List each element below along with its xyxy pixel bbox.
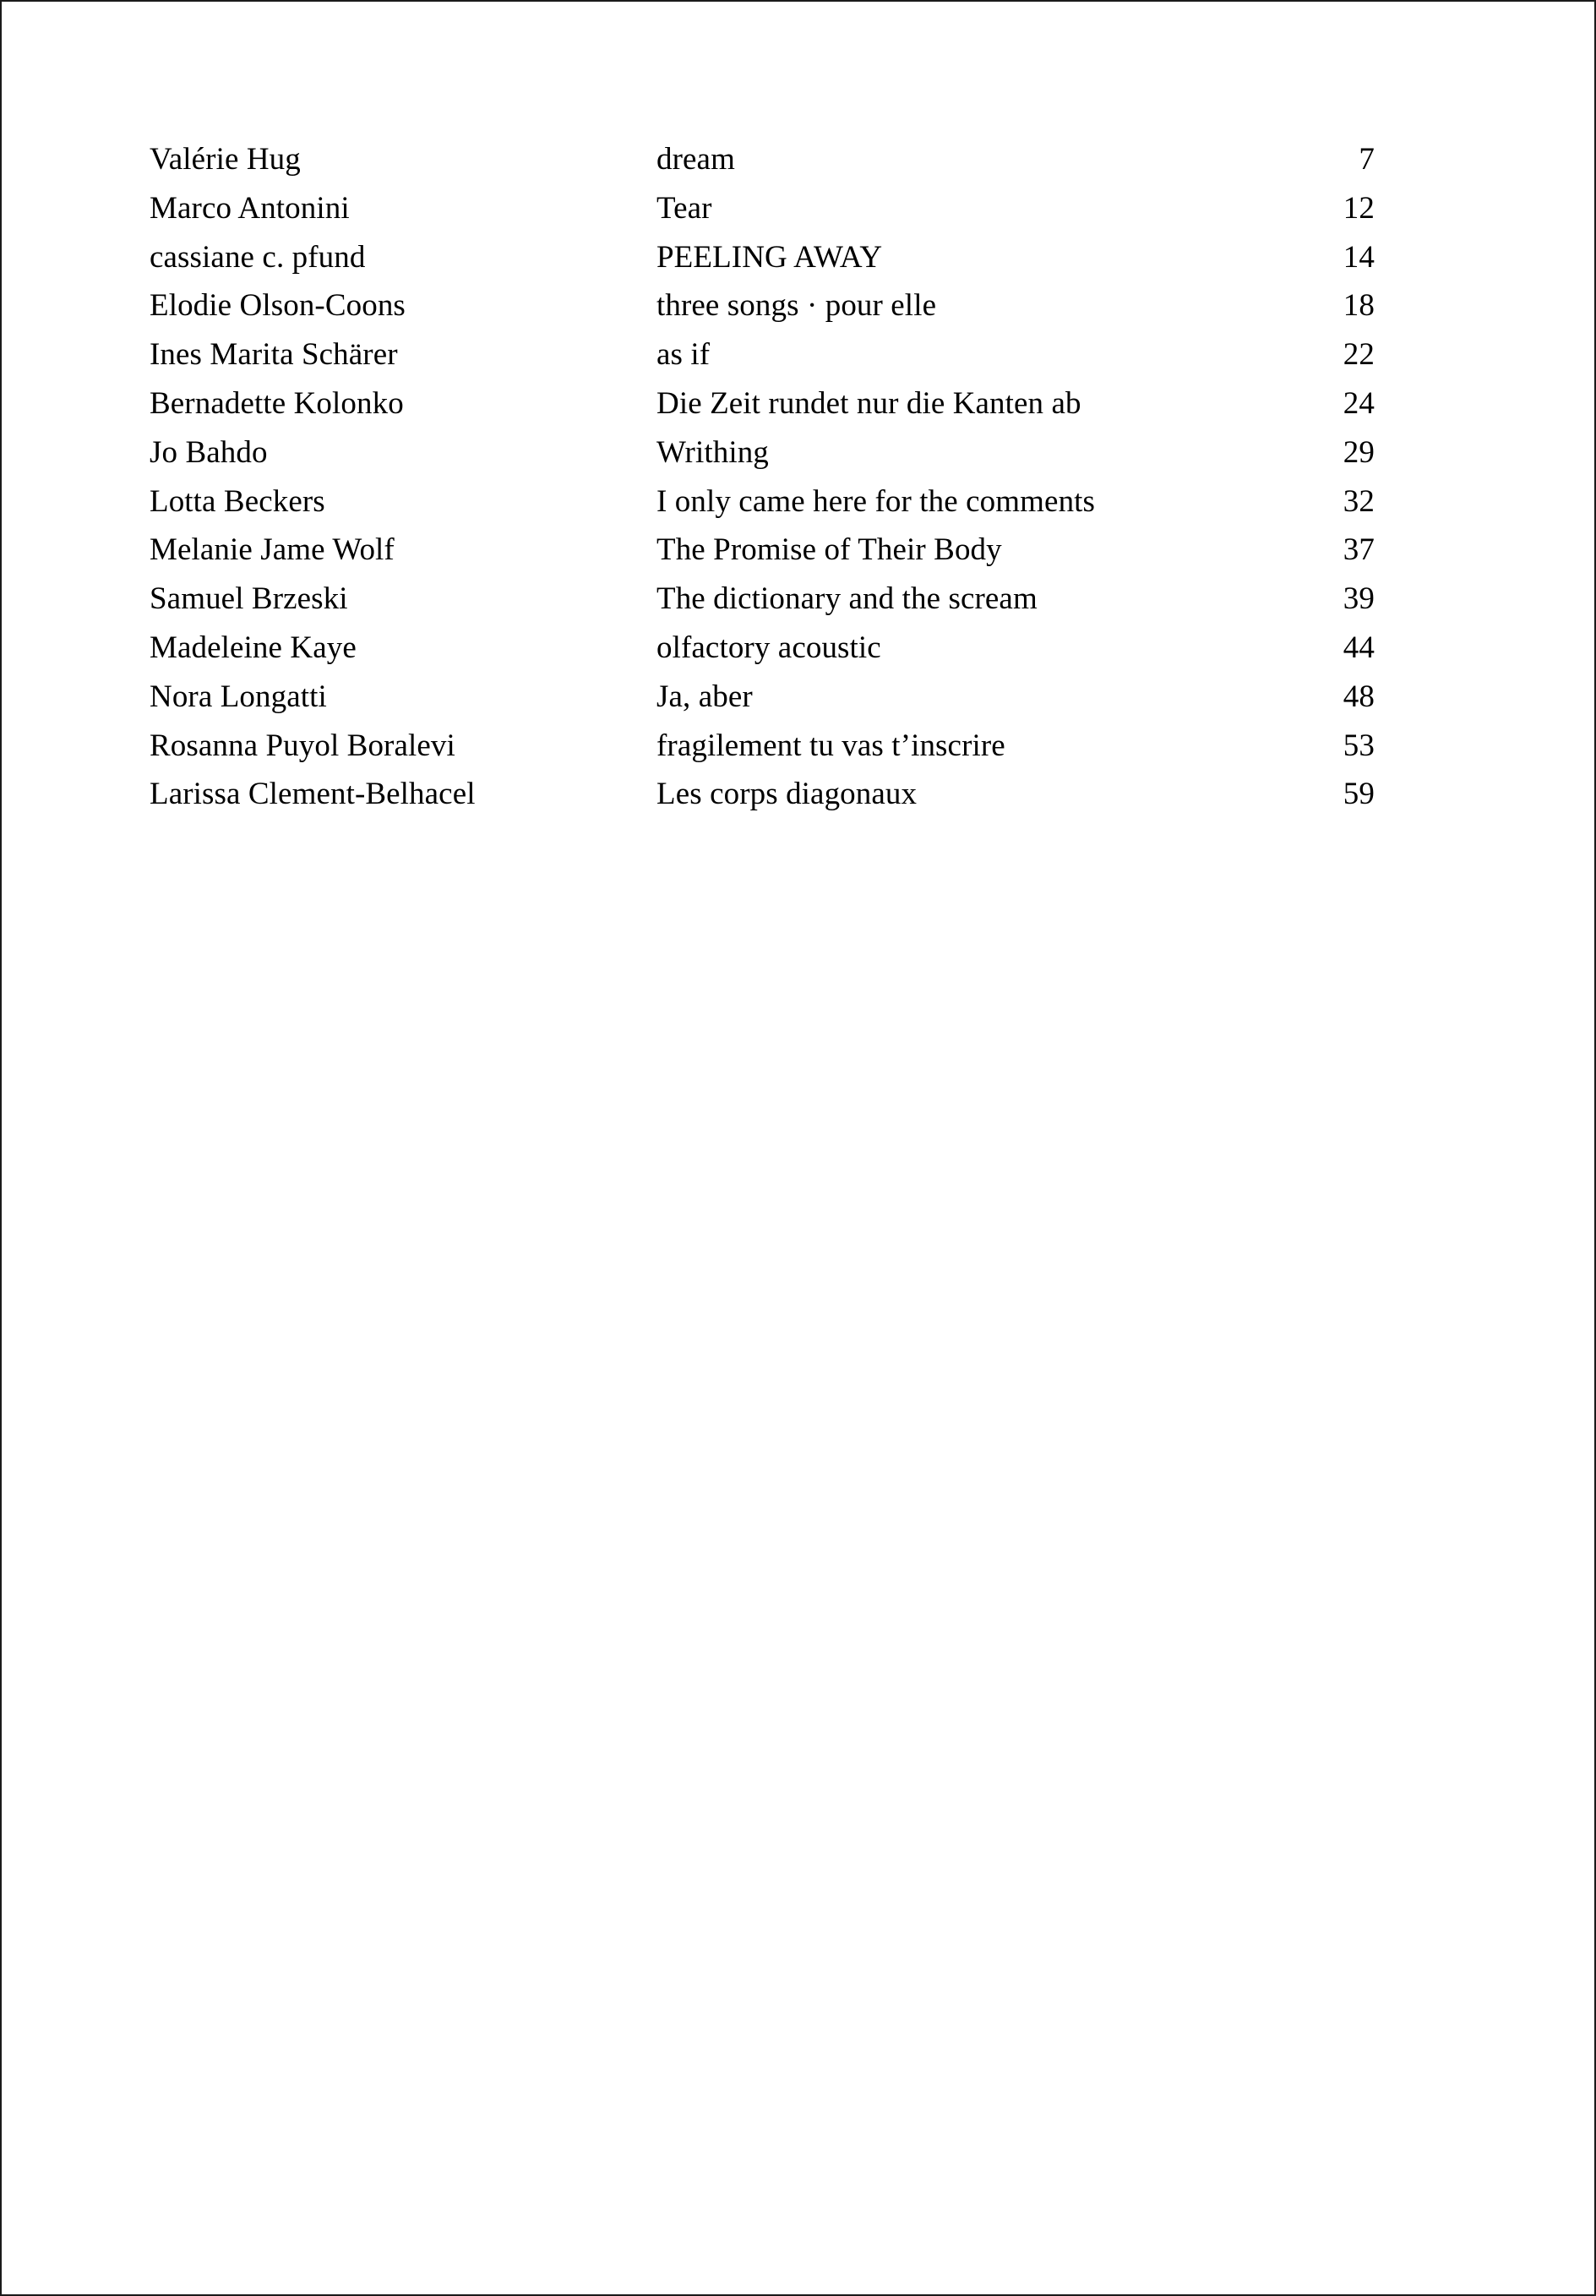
entry-title: dream [656, 142, 735, 177]
entry-author: Nora Longatti [150, 679, 327, 714]
entry-page-number: 39 [1343, 581, 1375, 617]
entry-title: I only came here for the comments [656, 483, 1096, 519]
entry-author: Valérie Hug [150, 142, 301, 177]
entry-author: Melanie Jame Wolf [150, 532, 395, 568]
contents-table-body [150, 135, 1375, 819]
entry-author: Marco Antonini [150, 190, 350, 226]
entry-author: Madeleine Kaye [150, 630, 357, 665]
entry-author: Jo Bahdo [150, 434, 268, 470]
table-row [150, 184, 1375, 233]
contents-table [150, 135, 1375, 819]
entry-page-number: 12 [1343, 190, 1375, 226]
table-row [150, 233, 1375, 282]
entry-page-number: 48 [1343, 679, 1375, 714]
table-row [150, 624, 1375, 673]
table-row [150, 673, 1375, 722]
entry-title: The dictionary and the scream [656, 581, 1038, 617]
table-row [150, 135, 1375, 184]
entry-title: fragilement tu vas t’inscrire [656, 728, 1005, 763]
entry-page-number: 53 [1343, 728, 1375, 763]
entry-title: Ja, aber [656, 679, 753, 714]
entry-page-number: 22 [1343, 337, 1375, 373]
table-row [150, 575, 1375, 624]
entry-author: Ines Marita Schärer [150, 337, 398, 373]
entry-title: PEELING AWAY [656, 239, 883, 275]
entry-page-number: 24 [1343, 385, 1375, 421]
entry-author: cassiane c. pfund [150, 239, 366, 275]
entry-title: Die Zeit rundet nur die Kanten ab [656, 385, 1081, 421]
entry-author: Lotta Beckers [150, 483, 325, 519]
table-of-contents [150, 135, 1375, 819]
entry-title: three songs · pour elle [656, 288, 937, 324]
entry-title: Tear [656, 190, 712, 226]
entry-page-number: 7 [1359, 142, 1375, 177]
entry-page-number: 37 [1343, 532, 1375, 568]
table-row [150, 722, 1375, 771]
entry-author: Rosanna Puyol Boralevi [150, 728, 455, 763]
entry-page-number: 29 [1343, 434, 1375, 470]
table-row [150, 526, 1375, 575]
entry-author: Bernadette Kolonko [150, 385, 404, 421]
entry-title: The Promise of Their Body [656, 532, 1002, 568]
entry-author: Elodie Olson-Coons [150, 288, 406, 324]
entry-page-number: 59 [1343, 777, 1375, 812]
entry-title: Writhing [656, 434, 769, 470]
table-row [150, 379, 1375, 428]
table-row [150, 770, 1375, 819]
entry-page-number: 32 [1343, 483, 1375, 519]
entry-title: as if [656, 337, 711, 373]
entry-page-number: 44 [1343, 630, 1375, 665]
entry-page-number: 18 [1343, 288, 1375, 324]
table-row [150, 330, 1375, 379]
entry-page-number: 14 [1343, 239, 1375, 275]
table-row [150, 428, 1375, 477]
entry-author: Larissa Clement-Belhacel [150, 777, 476, 812]
entry-title: olfactory acoustic [656, 630, 881, 665]
entry-author: Samuel Brzeski [150, 581, 348, 617]
table-row [150, 477, 1375, 526]
entry-title: Les corps diagonaux [656, 777, 918, 812]
table-row [150, 281, 1375, 330]
